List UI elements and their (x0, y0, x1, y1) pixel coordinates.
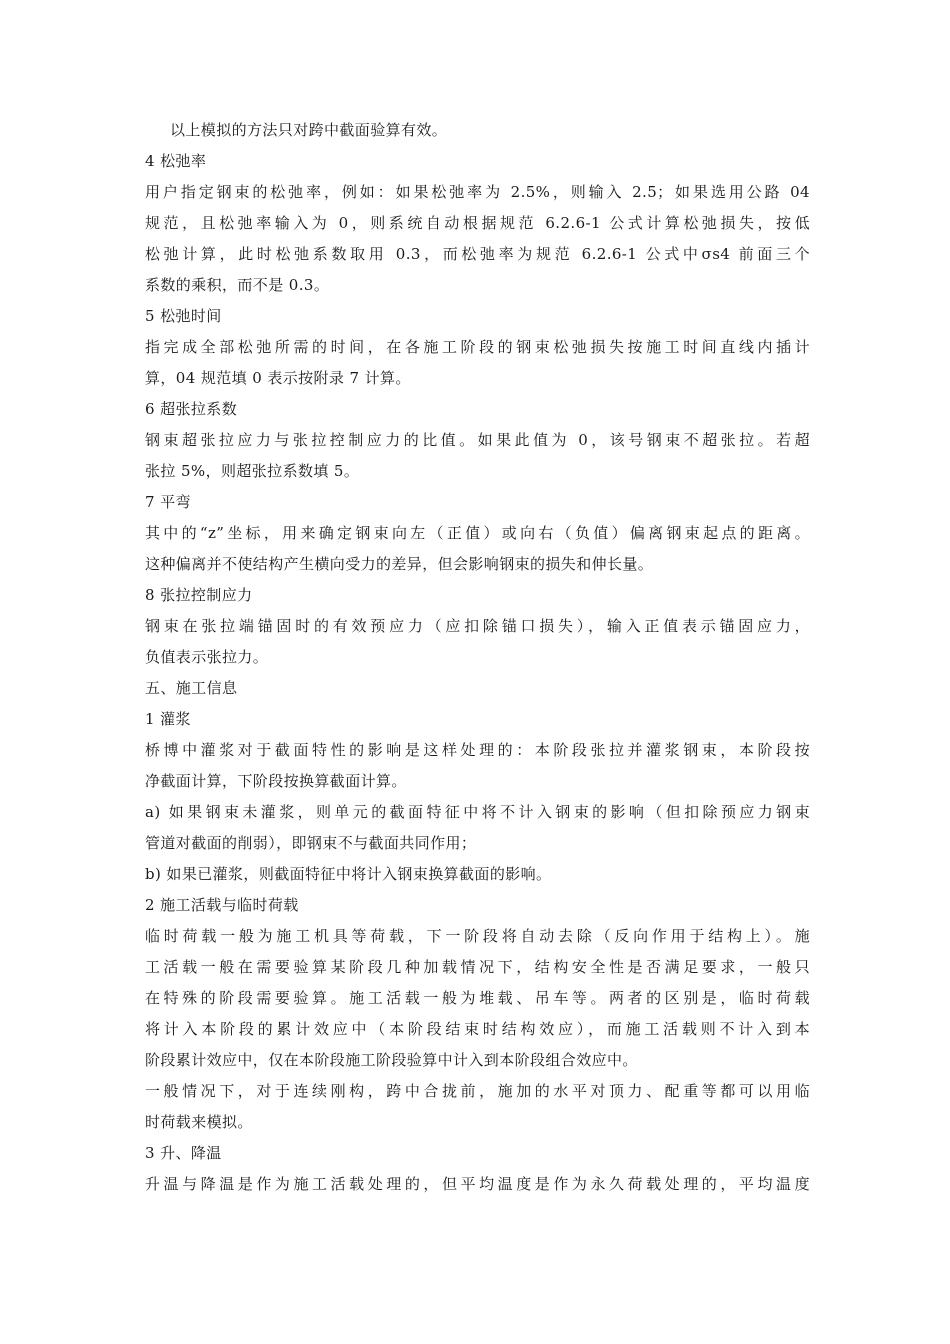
text-line: 用户指定钢束的松弛率，例如：如果松弛率为 2.5%，则输入 2.5；如果选用公路 04 (145, 183, 810, 201)
text-line: 其中的“z”坐标，用来确定钢束向左（正值）或向右（负值）偏离钢束起点的距离。 (145, 524, 810, 542)
text-line: 规范，且松弛率输入为 0，则系统自动根据规范 6.2.6-1 公式计算松弛损失，按低 (145, 214, 810, 232)
list-item: b) 如果已灌浆，则截面特征中将计入钢束换算截面的影响。 (145, 865, 552, 883)
text-line: 临时荷载一般为施工机具等荷载，下一阶段将自动去除（反向作用于结构上）。施 (145, 927, 810, 945)
text-line: 在特殊的阶段需要验算。施工活载一般为堆载、吊车等。两者的区别是，临时荷载 (145, 989, 810, 1007)
text-line: 升温与降温是作为施工活载处理的，但平均温度是作为永久荷载处理的，平均温度 (145, 1175, 810, 1193)
text-line: 钢束超张拉应力与张拉控制应力的比值。如果此值为 0，该号钢束不超张拉。若超 (145, 431, 810, 449)
text-line: 净截面计算，下阶段按换算截面计算。 (145, 772, 407, 790)
section-heading: 5 松弛时间 (145, 307, 222, 325)
text-line: 张拉 5%，则超张拉系数填 5。 (145, 462, 360, 480)
text-line: 时荷载来模拟。 (145, 1113, 253, 1131)
section-heading: 4 松弛率 (145, 152, 207, 170)
text-line: 钢束在张拉端锚固时的有效预应力（应扣除锚口损失），输入正值表示锚固应力， (145, 617, 810, 635)
text-line: 这种偏离并不使结构产生横向受力的差异，但会影响钢束的损失和伸长量。 (145, 555, 654, 573)
text-line: 管道对截面的削弱），即钢束不与截面共同作用； (145, 834, 477, 852)
text-line: 一般情况下，对于连续刚构，跨中合拢前，施加的水平对顶力、配重等都可以用临 (145, 1082, 810, 1100)
section-heading: 3 升、降温 (145, 1144, 222, 1162)
text-line: 系数的乘积，而不是 0.3。 (145, 276, 330, 294)
section-heading: 7 平弯 (145, 493, 191, 511)
section-heading: 2 施工活载与临时荷载 (145, 896, 299, 914)
list-item: a) 如果钢束未灌浆，则单元的截面特征中将不计入钢束的影响（但扣除预应力钢束 (145, 803, 810, 821)
text-line: 工活载一般在需要验算某阶段几种加载情况下，结构安全性是否满足要求，一般只 (145, 958, 810, 976)
text-line: 松弛计算，此时松弛系数取用 0.3，而松弛率为规范 6.2.6-1 公式中σs4 前面三个 (145, 245, 810, 263)
text-line: 负值表示张拉力。 (145, 648, 269, 666)
text-line: 以上模拟的方法只对跨中截面验算有效。 (170, 121, 448, 139)
text-line: 桥博中灌浆对于截面特性的影响是这样处理的：本阶段张拉并灌浆钢束，本阶段按 (145, 741, 810, 759)
text-line: 将计入本阶段的累计效应中（本阶段结束时结构效应），而施工活载则不计入到本 (145, 1020, 810, 1038)
text-line: 阶段累计效应中，仅在本阶段施工阶段验算中计入到本阶段组合效应中。 (145, 1051, 638, 1069)
text-line: 算，04 规范填 0 表示按附录 7 计算。 (145, 369, 411, 387)
section-heading: 1 灌浆 (145, 710, 191, 728)
chapter-heading: 五、施工信息 (145, 679, 238, 697)
text-line: 指完成全部松弛所需的时间，在各施工阶段的钢束松弛损失按施工时间直线内插计 (145, 338, 810, 356)
section-heading: 8 张拉控制应力 (145, 586, 253, 604)
section-heading: 6 超张拉系数 (145, 400, 238, 418)
